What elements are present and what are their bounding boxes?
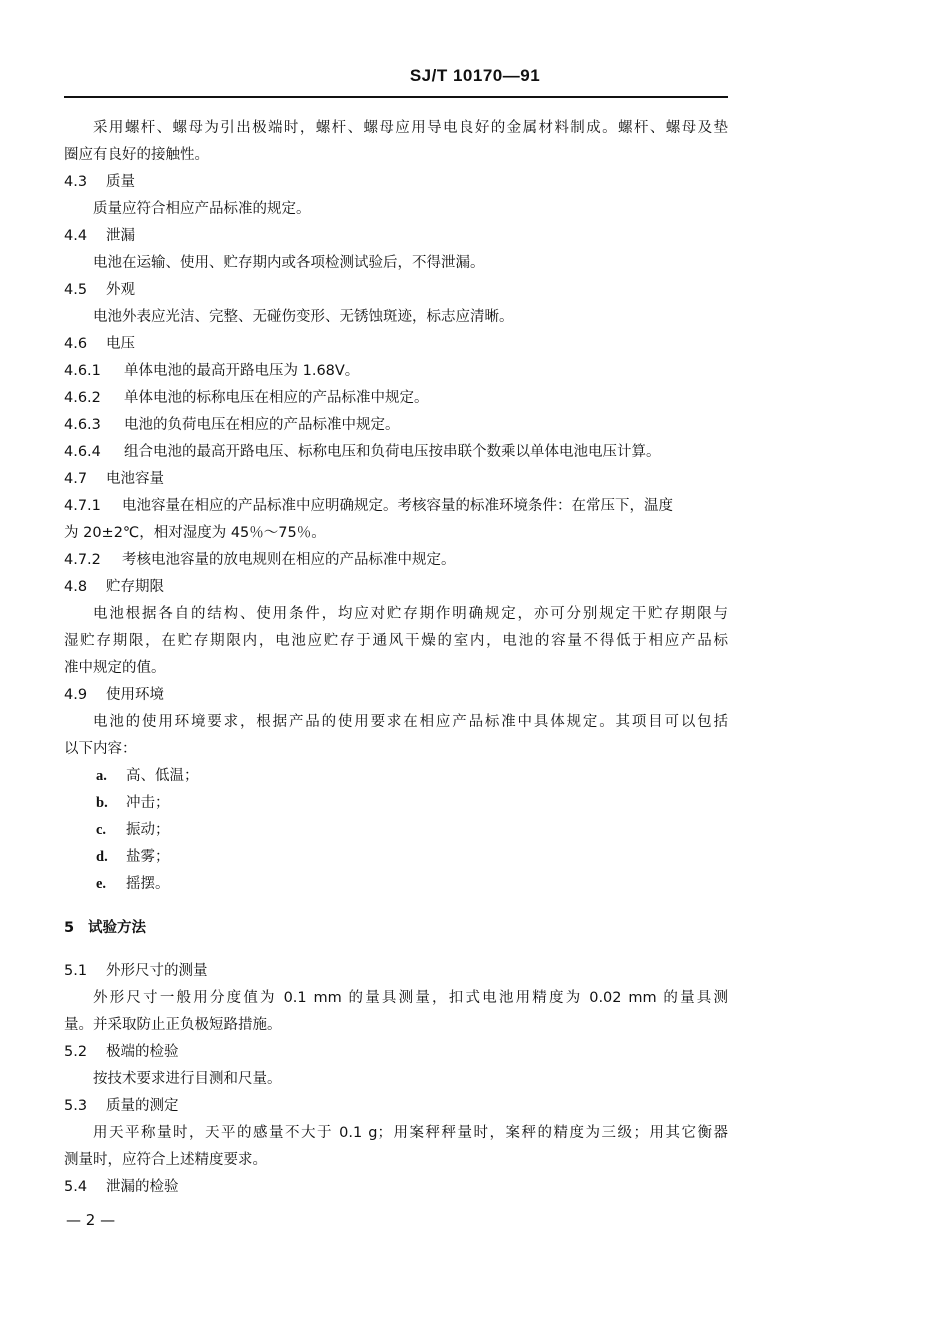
section-title: 电池容量 bbox=[106, 471, 164, 487]
section-title: 外观 bbox=[106, 282, 135, 298]
paragraph-line: 准中规定的值。 bbox=[64, 660, 166, 676]
paragraph-line: 电池外表应光洁、完整、无碰伤变形、无锈蚀斑迹，标志应清晰。 bbox=[93, 309, 514, 325]
section-heading-4-5 bbox=[64, 280, 728, 300]
clause-text: 电池的负荷电压在相应的产品标准中规定。 bbox=[124, 417, 400, 433]
section-number: 5.1 bbox=[64, 963, 88, 979]
clause-text: 单体电池的标称电压在相应的产品标准中规定。 bbox=[124, 390, 429, 406]
section-number: 4.6 bbox=[64, 336, 88, 352]
paragraph-line: 电池在运输、使用、贮存期内或各项检测试验后，不得泄漏。 bbox=[93, 255, 485, 271]
paragraph-line: 用天平称量时，天平的感量不大于 0.1 g；用案秤秤量时，案秤的精度为三级；用其它衡器 bbox=[93, 1125, 728, 1141]
section-title: 泄漏 bbox=[106, 228, 135, 244]
list-marker: a. bbox=[96, 768, 107, 784]
section-heading-5-2 bbox=[64, 1042, 728, 1062]
list-item bbox=[96, 820, 170, 840]
list-text: 盐雾； bbox=[126, 849, 170, 865]
section-number: 4.5 bbox=[64, 282, 88, 298]
section-title: 贮存期限 bbox=[106, 579, 164, 595]
paragraph-line: 电池根据各自的结构、使用条件，均应对贮存期作明确规定，亦可分别规定干贮存期限与 bbox=[93, 606, 728, 622]
section-heading-4-3 bbox=[64, 172, 728, 192]
clause-4-6-4 bbox=[64, 442, 728, 462]
section-heading-4-8 bbox=[64, 577, 728, 597]
paragraph-line: 量。并采取防止正负极短路措施。 bbox=[64, 1017, 282, 1033]
section-number: 4.4 bbox=[64, 228, 88, 244]
clause-text: 组合电池的最高开路电压、标称电压和负荷电压按串联个数乘以单体电池电压计算。 bbox=[124, 444, 661, 460]
list-marker: b. bbox=[96, 795, 108, 811]
list-text: 摇摆。 bbox=[126, 876, 170, 892]
paragraph-line: 圈应有良好的接触性。 bbox=[64, 147, 209, 163]
section-title: 泄漏的检验 bbox=[106, 1179, 179, 1195]
list-marker: d. bbox=[96, 849, 108, 865]
section-heading-5-4 bbox=[64, 1177, 728, 1197]
list-marker: e. bbox=[96, 876, 107, 892]
paragraph-line: 电池的使用环境要求，根据产品的使用要求在相应产品标准中具体规定。其项目可以包括 bbox=[93, 714, 728, 730]
section-title: 电压 bbox=[106, 336, 135, 352]
section-number: 4.9 bbox=[64, 687, 88, 703]
clause-text: 考核电池容量的放电规则在相应的产品标准中规定。 bbox=[122, 552, 456, 568]
clause-4-7-1 bbox=[64, 496, 728, 516]
clause-4-6-3 bbox=[64, 415, 728, 435]
list-text: 振动； bbox=[126, 822, 170, 838]
section-title: 质量 bbox=[106, 174, 135, 190]
clause-4-7-2 bbox=[64, 550, 728, 570]
section-number: 5.2 bbox=[64, 1044, 88, 1060]
clause-text: 单体电池的最高开路电压为 1.68V。 bbox=[124, 363, 360, 379]
section-number: 4.3 bbox=[64, 174, 88, 190]
section-number: 5.3 bbox=[64, 1098, 88, 1114]
list-text: 冲击； bbox=[126, 795, 170, 811]
paragraph-line: 外形尺寸一般用分度值为 0.1 mm 的量具测量，扣式电池用精度为 0.02 mm 的量具测 bbox=[93, 990, 728, 1006]
paragraph-line: 采用螺杆、螺母为引出极端时，螺杆、螺母应用导电良好的金属材料制成。螺杆、螺母及垫 bbox=[93, 120, 728, 136]
clause-4-6-2 bbox=[64, 388, 728, 408]
section-number: 4.8 bbox=[64, 579, 88, 595]
clause-number: 4.6.2 bbox=[64, 390, 101, 406]
section-title: 质量的测定 bbox=[106, 1098, 179, 1114]
paragraph-line: 湿贮存期限，在贮存期限内，电池应贮存于通风干燥的室内，电池的容量不得低于相应产品标 bbox=[64, 633, 728, 649]
paragraph-line: 按技术要求进行目测和尺量。 bbox=[93, 1071, 282, 1087]
section-number: 5.4 bbox=[64, 1179, 88, 1195]
standard-code-header: SJ/T 10170—91 bbox=[409, 66, 541, 85]
clause-number: 4.6.1 bbox=[64, 363, 101, 379]
clause-number: 4.7.2 bbox=[64, 552, 101, 568]
chapter-heading-5 bbox=[64, 918, 728, 938]
page-number: — 2 — bbox=[66, 1211, 116, 1229]
paragraph-line: 测量时，应符合上述精度要求。 bbox=[64, 1152, 267, 1168]
section-heading-4-4 bbox=[64, 226, 728, 246]
chapter-title: 试验方法 bbox=[88, 920, 146, 936]
clause-4-6-1 bbox=[64, 361, 728, 381]
section-title: 使用环境 bbox=[106, 687, 164, 703]
section-heading-4-7 bbox=[64, 469, 728, 489]
list-item bbox=[96, 793, 170, 813]
clause-number: 4.6.3 bbox=[64, 417, 101, 433]
clause-number: 4.6.4 bbox=[64, 444, 101, 460]
list-text: 高、低温； bbox=[126, 768, 199, 784]
section-title: 极端的检验 bbox=[106, 1044, 179, 1060]
section-number: 4.7 bbox=[64, 471, 88, 487]
section-heading-4-6 bbox=[64, 334, 728, 354]
section-heading-4-9 bbox=[64, 685, 728, 705]
section-title: 外形尺寸的测量 bbox=[106, 963, 208, 979]
clause-text: 电池容量在相应的产品标准中应明确规定。考核容量的标准环境条件：在常压下，温度 bbox=[122, 498, 673, 514]
paragraph-line: 以下内容： bbox=[64, 741, 137, 757]
clause-number: 4.7.1 bbox=[64, 498, 101, 514]
section-heading-5-1 bbox=[64, 961, 728, 981]
section-heading-5-3 bbox=[64, 1096, 728, 1116]
list-item bbox=[96, 874, 170, 894]
list-item bbox=[96, 847, 170, 867]
header-rule bbox=[64, 96, 728, 98]
paragraph-line: 质量应符合相应产品标准的规定。 bbox=[93, 201, 311, 217]
chapter-number: 5 bbox=[64, 920, 75, 936]
paragraph-line: 为 20±2℃，相对湿度为 45％～75％。 bbox=[64, 525, 326, 541]
list-marker: c. bbox=[96, 822, 107, 838]
list-item bbox=[96, 766, 199, 786]
